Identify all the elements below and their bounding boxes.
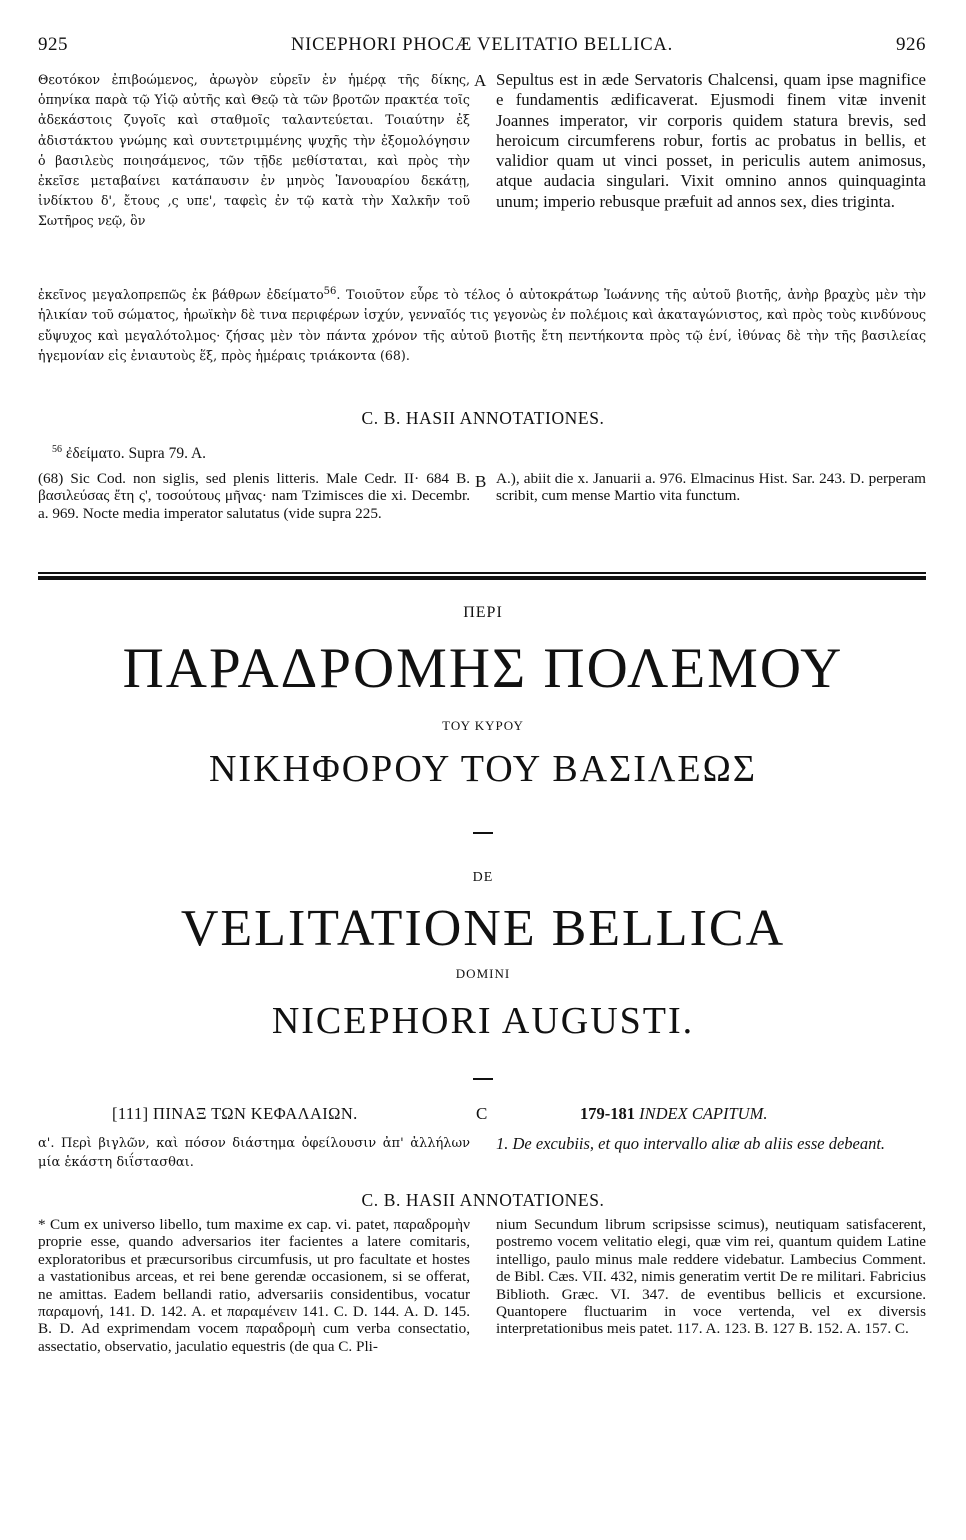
title-nikephorou: ΝΙΚΗΦΟΡΟΥ ΤΟΥ ΒΑΣΙΛΕΩΣ bbox=[208, 748, 758, 790]
annotation-note-right: A.), abiit die x. Januarii a. 976. Elmacinus Hist. Sar. 243. D. perperam scribit, cum mense Martio vita functum. bbox=[496, 470, 926, 505]
title-dash-2 bbox=[473, 1078, 493, 1080]
running-head bbox=[38, 34, 926, 58]
right-page-number: 926 bbox=[895, 34, 926, 55]
greek-full-text-b: . Τοιοῦτον εὗρε τὸ τέλος ὁ αὐτοκράτωρ Ἰωάννης τῆς αὐτοῦ βιοτῆς, ἀνὴρ βραχὺς μὲν τὴν ἡλικίαν τοῦ σώματος, ἡρωϊκὴν δὲ τινα περιφέρων ἰσχύν, γενναῖός τις γεγονὼς ἐν πολέμοις καὶ ἀκαταγώνιστος, καὶ πρὸς τοὺς κινδύνους εὔψυχος καὶ μεγαλότολμος· ζήσας μὲν τὸν πάντα χρόνον τῆς αὐτοῦ βιοτῆς ἔτη πεντήκοντα πρὸς τῷ ἑνί, ἰθύνας δὲ τὴν τῆς βασιλείας ἡγεμονίαν εἰς ἐνιαυτοὺς ἕξ, πρὸς ἡμέραις τριάκοντα (68). bbox=[38, 287, 926, 363]
title-nicephori: NICEPHORI AUGUSTI. bbox=[271, 1000, 695, 1042]
annotation-note-2-right: nium Secundum librum scripsisse scimus), neutiquam satisfacerent, postremo vocem velitatio elegi, quæ vim rei, quantum quidem Latine intelligo, paulo minus male reddere videbatur. Lambecius Comment. de Bibl. Cæs. VII. 432, nimis generatim vertit De re militari. Fabricius Biblioth. Græc. VI. 347. de eventibus bellicis et excursione. Quantopere fluctuarim in voce vertenda, vel ex diversis interpretationibus meis patet. 117. A. 123. B. 127 B. 152. A. 157. C. bbox=[496, 1216, 926, 1338]
greek-column-upper: Θεοτόκον ἐπιβοώμενος, ἀρωγὸν εὑρεῖν ἐν ἡμέρᾳ τῆς δίκης, ὁπηνίκα παρὰ τῷ Υἱῷ αὐτῆς καὶ Θεῷ τὰ τῶν βροτῶν πρακτέα τοῖς ἀδεκάστοις ζυγοῖς καὶ σταθμοῖς ταλαντεύεται. Τοιαύτην ἐξ ἀδιστάκτου γνώμης καὶ συντετριμμένης ψυχῆς τὴν ἐξομολόγησιν ὁ βασιλεὺς ποιησάμενος, τῶν τῇδε μεθίσταται, καὶ πρὸς τὴν ἐκεῖσε μεταβαίνει κατάπαυσιν ἐν μηνὸς Ἰανουαρίου δεκάτῃ, ἰνδίκτου δ', ἔτους ,ς υπε', ταφεὶς ἐν τῷ κατὰ τὴν Χαλκῆν τοῦ Σωτῆρος νεῷ, ὃν bbox=[38, 72, 470, 229]
margin-marker-a: A bbox=[474, 71, 487, 90]
index-page-range: 179-181 bbox=[580, 1104, 635, 1123]
left-page-number: 925 bbox=[38, 34, 68, 55]
title-dash-1 bbox=[473, 832, 493, 834]
title-peri: ΠΕΡΙ bbox=[463, 604, 503, 621]
divider-rule-thin bbox=[38, 572, 926, 574]
apparatus-number: 56 bbox=[52, 444, 62, 455]
running-title: NICEPHORI PHOCÆ VELITATIO BELLICA. bbox=[290, 35, 673, 55]
footnote-ref-56: 56 bbox=[323, 286, 337, 297]
title-main-latin: VELITATIONE BELLICA bbox=[180, 900, 786, 957]
margin-marker-c: C bbox=[476, 1104, 488, 1123]
latin-column-upper: Sepultus est in æde Servatoris Chalcensi, quam ipse magnifice e fundamentis ædificaverat. Ejusmodi finem vitæ invenit Joannes imperator, vir corporis quidem statura brevis, sed heroicum circumferens robur, fortis ac probatus in bellis, et validior quam ut vinci posset, in periculis autem animosus, atque audacia singulari. Vixit omnino annos quinquaginta unum; imperio rebusque præfuit ad annos sex, dies triginta. bbox=[496, 70, 926, 211]
index-latin-entry: 1. De excubiis, et quo intervallo aliæ ab aliis esse debeant. bbox=[496, 1134, 886, 1153]
annotations-heading: C. B. HASII ANNOTATIONES. bbox=[361, 408, 605, 428]
title-domini: DOMINI bbox=[455, 966, 511, 981]
divider-rule-thick bbox=[38, 576, 926, 580]
annotation-note-2-left: * Cum ex universo libello, tum maxime ex cap. vi. patet, παραδρομὴν proprie esse, quando adversarios iter facientes a latere comitaris, exploratoribus et præcursoribus circumfusis, ut pro facultate et hostes a vastationibus arceas, et rei bene gerendæ occasionem, si se offerat, ne amittas. Eadem bellandi ratio, adversariis considentibus, vocatur παραμονή, 141. D. 142. A. et παραμένειν 141. C. D. 144. A. D. 145. B. D. Ad exprimendam vocem παραδρομὴ cum verba consectatio, assectatio, observatio, jaculatio equestris (de qua C. Pli- bbox=[38, 1216, 470, 1355]
annotation-note-left: (68) Sic Cod. non siglis, sed plenis litteris. Male Cedr. II· 684 B. βασιλεύσας ἔτη ς', τοσούτους μῆνας· nam Tzimisces die xi. Decembr. a. 969. Nocte media imperator salutatus (vide supra 225. bbox=[38, 470, 470, 522]
title-tou-kyrou: ΤΟΥ ΚΥΡΟΥ bbox=[442, 718, 524, 733]
apparatus-note bbox=[52, 444, 552, 463]
annotations-heading-2: C. B. HASII ANNOTATIONES. bbox=[361, 1190, 605, 1210]
index-left-heading: [111] ΠΙΝΑΞ ΤΩΝ ΚΕΦΑΛΑΙΩΝ. bbox=[112, 1104, 358, 1123]
apparatus-text: ἐδείματο. Supra 79. A. bbox=[65, 445, 207, 463]
greek-full-text-a: ἐκεῖνος μεγαλοπρεπῶς ἐκ βάθρων ἐδείματο bbox=[38, 287, 324, 303]
margin-marker-b: B bbox=[475, 472, 487, 491]
title-main-greek: ΠΑΡΑΔΡΟΜΗΣ ΠΟΛΕΜΟΥ bbox=[122, 637, 844, 700]
title-de: DE bbox=[472, 870, 494, 885]
greek-full-width-text bbox=[38, 282, 926, 406]
index-right-title: INDEX CAPITUM. bbox=[639, 1104, 768, 1123]
index-greek-entry: α'. Περὶ βιγλῶν, καὶ πόσον διάστημα ὀφείλουσιν ἀπ' ἀλλήλων μία ἑκάστη διΐστασθαι. bbox=[38, 1136, 470, 1170]
index-right-heading bbox=[580, 1104, 767, 1124]
